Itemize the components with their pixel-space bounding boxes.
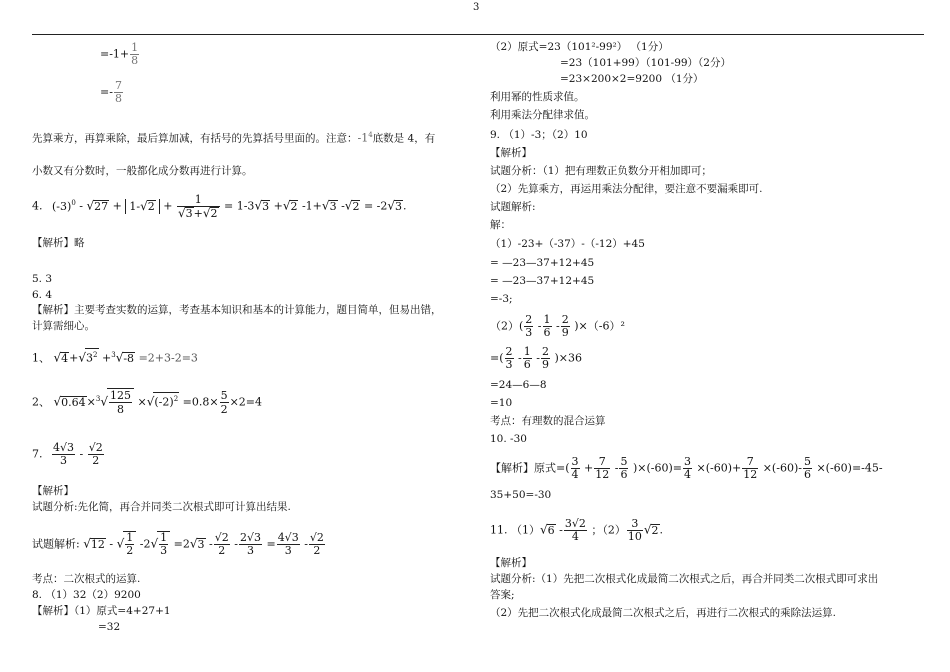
expr-text: )×（-6）² bbox=[574, 319, 625, 333]
denominator: 3 bbox=[505, 358, 513, 371]
numerator: 4√3 bbox=[53, 441, 75, 454]
expr-text: =- bbox=[100, 85, 113, 99]
analysis-9-text-2: （2）先算乘方，再运用乘法分配律，要注意不要漏乘即可. bbox=[490, 183, 763, 195]
radicand: 2 bbox=[147, 199, 155, 213]
denominator: 4 bbox=[571, 468, 579, 481]
q8-part2-line2: =23（101+99）（101-99）（2分） bbox=[560, 57, 731, 69]
analysis-11-text-3: （2）先把二次根式化成最简二次根式之后，再进行二次根式的乘除法运算. bbox=[490, 607, 837, 619]
exponent: 2 bbox=[173, 394, 179, 403]
radicand: 3 bbox=[197, 537, 205, 551]
fraction bbox=[52, 442, 75, 467]
analysis-11-text-1: 试题分析:（1）先把二次根式化成最简二次根式之后，再合并同类二次根式即可求出 bbox=[490, 573, 879, 585]
fraction bbox=[220, 389, 229, 416]
fraction bbox=[571, 456, 580, 481]
expr-text: =0.8× bbox=[182, 395, 219, 409]
fraction bbox=[803, 456, 812, 481]
denominator: 2 bbox=[313, 544, 321, 557]
numerator: 3 bbox=[683, 455, 691, 468]
fraction bbox=[159, 532, 168, 557]
answer-9: 9. （1）-3；（2）10 bbox=[490, 129, 588, 141]
analysis-8-result: =32 bbox=[98, 621, 121, 633]
expr-text: - bbox=[341, 199, 345, 213]
question-7 bbox=[32, 442, 105, 467]
fraction bbox=[543, 314, 552, 339]
expr-text: + bbox=[193, 207, 203, 220]
expr-text: 【解析】原式=( bbox=[490, 461, 570, 475]
answer-11: 11. （1）√6 - $\frac{3√2}{4}$ ；（2） $\frac{3}{10}$ √2. bbox=[490, 517, 664, 543]
expr-text: + bbox=[102, 351, 112, 365]
solution-label: 试题解析: bbox=[32, 537, 80, 551]
numerator: 5 bbox=[803, 455, 811, 468]
expr-text: - bbox=[304, 537, 308, 551]
fraction bbox=[683, 456, 692, 481]
numerator: 125 bbox=[110, 389, 131, 402]
expr-text: （2）( bbox=[490, 319, 524, 333]
expr-text: ；（2） bbox=[591, 523, 626, 537]
fraction bbox=[277, 532, 300, 557]
radicand: (-2) bbox=[154, 395, 174, 409]
expr-text: - bbox=[234, 537, 238, 551]
radicand: 2 bbox=[290, 199, 298, 213]
absolute-value: 1-√2 bbox=[125, 199, 159, 214]
analysis-9-text-1: 试题分析：（1）把有理数正负数分开相加即可； bbox=[490, 165, 712, 177]
expr-text: - bbox=[79, 199, 83, 213]
numerator: 3 bbox=[627, 518, 643, 531]
hint-power: 利用幂的性质求值。 bbox=[490, 91, 585, 103]
expr-text: )×(-60)= bbox=[632, 461, 682, 475]
denominator: 12 bbox=[743, 468, 758, 481]
step-7: =24—6—8 bbox=[490, 379, 547, 391]
radicand: 3 bbox=[395, 199, 403, 213]
key-point-9: 考点：有理数的混合运算 bbox=[490, 415, 606, 427]
numerator: 3√2 bbox=[564, 517, 586, 530]
radicand: -8 bbox=[123, 351, 135, 365]
analysis-9-heading: 【解析】 bbox=[490, 147, 532, 159]
analysis-7-text: 试题分析:先化简，再合并同类二次根式即可计算出结果. bbox=[32, 501, 291, 513]
step-line-1 bbox=[100, 42, 140, 67]
denominator: 2 bbox=[218, 544, 226, 557]
header-rule bbox=[32, 34, 924, 35]
numerator: √2 bbox=[88, 441, 103, 454]
expr-text: × bbox=[86, 395, 96, 409]
exponent: 4 bbox=[368, 131, 373, 139]
fraction bbox=[561, 314, 570, 339]
numerator: 2 bbox=[505, 345, 513, 358]
expr-text: - bbox=[559, 523, 563, 537]
numerator: 2 bbox=[561, 313, 569, 326]
answer-5: 5. 3 bbox=[32, 273, 53, 285]
expr-text: - bbox=[614, 461, 619, 475]
radicand: 2 bbox=[210, 207, 218, 220]
expr-text: = -2 bbox=[363, 199, 388, 213]
root-index: 3 bbox=[95, 394, 101, 403]
answer-8: 8. （1）32（2）9200 bbox=[32, 589, 141, 601]
numerator: 7 bbox=[742, 456, 758, 469]
answer-10: 10. -30 bbox=[490, 433, 527, 445]
radicand: 12 bbox=[90, 537, 105, 551]
radicand: 3 bbox=[262, 199, 270, 213]
fraction bbox=[523, 346, 532, 371]
numerator: √2 bbox=[214, 531, 229, 544]
expr-text: = 1-3 bbox=[224, 199, 255, 213]
expr-text: =-1+ bbox=[100, 47, 130, 61]
numerator: 2√3 bbox=[239, 531, 261, 544]
numerator: 3 bbox=[571, 455, 579, 468]
radicand: 3 bbox=[329, 199, 337, 213]
analysis-omitted: 【解析】略 bbox=[32, 237, 85, 249]
analysis-8: 【解析】（1）原式=4+27+1 bbox=[32, 605, 171, 617]
denominator: 6 bbox=[620, 468, 628, 481]
expr-text: 1- bbox=[129, 199, 141, 213]
fraction bbox=[239, 532, 262, 557]
expr-text: ×2=4 bbox=[229, 395, 263, 409]
denominator: 2 bbox=[220, 403, 228, 416]
page-number: 3 bbox=[473, 2, 480, 13]
radicand: 4 bbox=[61, 351, 69, 365]
fraction bbox=[109, 389, 132, 416]
step-4: =-3; bbox=[490, 293, 513, 305]
expr-text: 11. （1） bbox=[490, 523, 540, 537]
numerator: 1 bbox=[523, 345, 531, 358]
fraction bbox=[114, 80, 123, 105]
expr-text: - bbox=[536, 351, 540, 365]
fraction bbox=[541, 346, 550, 371]
example-1: 1、 $√4+√3^2 +^3√-8 =2+3-2=3$ bbox=[32, 348, 198, 366]
step-1: （1）-23+（-37）-（-12）+45 bbox=[490, 238, 645, 250]
expr-text: + bbox=[69, 351, 79, 365]
analysis-10-cont: 35+50=-30 bbox=[490, 489, 552, 501]
radicand: 6 bbox=[547, 523, 555, 537]
step-line-2 bbox=[100, 80, 124, 105]
step-8: =10 bbox=[490, 397, 513, 409]
expr-text: - bbox=[209, 537, 213, 551]
numerator: 1 bbox=[543, 313, 551, 326]
expr-text: -1+ bbox=[301, 199, 322, 213]
expr-text: =2 bbox=[173, 537, 190, 551]
expr-text: )×36 bbox=[554, 351, 582, 365]
step-3: = —23—37+12+45 bbox=[490, 275, 595, 287]
expr-text: - bbox=[109, 537, 114, 551]
expr-text: - bbox=[518, 351, 522, 365]
expr-text: - bbox=[537, 319, 542, 333]
denominator: 6 bbox=[803, 468, 811, 481]
expr-text: + bbox=[112, 199, 122, 213]
radicand: 27 bbox=[94, 199, 109, 213]
denominator: √3+√2 bbox=[177, 206, 218, 220]
denominator: 2 bbox=[126, 544, 134, 557]
numerator: 2 bbox=[525, 313, 533, 326]
neg-one: -1 bbox=[357, 131, 369, 145]
expr-text: -2 bbox=[139, 537, 151, 551]
fraction bbox=[88, 442, 104, 467]
denominator: 9 bbox=[541, 358, 549, 371]
numerator: 1 bbox=[131, 41, 139, 54]
numerator: 5 bbox=[620, 455, 628, 468]
fraction bbox=[524, 314, 533, 339]
hint-distributive: 利用乘法分配律求值。 bbox=[490, 109, 595, 121]
expr-text: =( bbox=[490, 351, 504, 365]
expr-text: × bbox=[137, 395, 147, 409]
q8-part2-line3: =23×200×2=9200 （1分） bbox=[560, 73, 704, 85]
exponent: 2 bbox=[93, 351, 98, 359]
expr-text: (-3) bbox=[52, 199, 72, 213]
denominator: 4 bbox=[683, 468, 691, 481]
denominator: 3 bbox=[160, 544, 168, 557]
denominator: 3 bbox=[525, 326, 533, 339]
numerator: 1 bbox=[126, 531, 134, 544]
numerator: 5 bbox=[220, 389, 228, 402]
numerator: 1 bbox=[177, 193, 220, 207]
denominator: 8 bbox=[114, 92, 122, 105]
fraction bbox=[309, 532, 325, 557]
denominator: 8 bbox=[117, 403, 124, 416]
expr-text: ×(-60)=-45- bbox=[816, 461, 883, 475]
question-4: 4. $(-3)^0 - √27 + 1-√2$ + $\frac{1}{√3+√2}$ = 1-3√3 +√2 -1+√3 -√2 = -2√3. bbox=[32, 193, 407, 220]
numerator: 4√3 bbox=[277, 531, 299, 544]
note-paragraph bbox=[32, 128, 435, 146]
analysis-11-heading: 【解析】 bbox=[490, 557, 532, 569]
note-paragraph-2: 小数又有分数时，一般都化成分数再进行计算。 bbox=[32, 165, 253, 177]
expr-text: . bbox=[403, 199, 407, 213]
analysis-10 bbox=[490, 456, 883, 481]
question-label: 4. bbox=[32, 199, 43, 213]
denominator: 6 bbox=[543, 326, 551, 339]
denominator: 4 bbox=[571, 530, 579, 543]
step-6 bbox=[490, 346, 582, 371]
expr-text: + bbox=[163, 199, 173, 213]
step-5 bbox=[490, 314, 625, 339]
solution-jie: 解： bbox=[490, 219, 511, 231]
fraction bbox=[130, 42, 139, 67]
expr-text: ×(-60)- bbox=[762, 461, 802, 475]
solution-9-label: 试题解析: bbox=[490, 201, 536, 213]
denominator: 3 bbox=[284, 544, 292, 557]
answer-6: 6. 4 bbox=[32, 289, 53, 301]
fraction bbox=[564, 518, 587, 543]
numerator: 7 bbox=[594, 456, 610, 469]
analysis-6-line1: 【解析】主要考查实数的运算，考查基本知识和基本的计算能力，题目简单，但易出错， bbox=[32, 304, 442, 316]
radicand: 3 bbox=[86, 351, 94, 365]
note-text: 底数是 4，有 bbox=[372, 132, 436, 145]
radicand: 0.64 bbox=[61, 395, 86, 409]
denominator: 12 bbox=[595, 468, 610, 481]
fraction bbox=[627, 518, 643, 543]
key-point-7: 考点：二次根式的运算. bbox=[32, 573, 141, 585]
fraction bbox=[125, 532, 134, 557]
denominator: 2 bbox=[92, 454, 100, 467]
radicand: 3 bbox=[185, 207, 193, 220]
numerator: 2 bbox=[541, 345, 549, 358]
expr-text: - bbox=[79, 447, 84, 461]
expr-text: - bbox=[556, 319, 560, 333]
fraction bbox=[177, 193, 220, 220]
fraction bbox=[214, 532, 230, 557]
example-label: 1、 bbox=[32, 351, 50, 365]
note-text: 先算乘方，再算乘除，最后算加减，有括号的先算括号里面的。注意： bbox=[32, 132, 358, 145]
root-index: 3 bbox=[111, 351, 116, 359]
expr-text: . bbox=[659, 523, 664, 537]
denominator: 10 bbox=[627, 530, 642, 543]
radicand: 2 bbox=[352, 199, 360, 213]
denominator: 3 bbox=[246, 544, 254, 557]
denominator: 6 bbox=[523, 358, 531, 371]
expr-text: =2+3-2=3 bbox=[138, 351, 198, 365]
radicand: 2 bbox=[651, 523, 659, 537]
analysis-11-text-2: 答案; bbox=[490, 589, 515, 601]
solution-7: 试题解析: √12 - √ $\frac{1}{2}$ -2√ $\frac{1}{3}$ =2√3 - $\frac{√2}{2}$ - $\frac{2√3}{3}$ = $\frac{4√3}{3}$ - $\frac{√2}{2}$ bbox=[32, 531, 324, 557]
fraction bbox=[742, 456, 758, 481]
denominator: 9 bbox=[561, 326, 569, 339]
denominator: 8 bbox=[131, 54, 139, 67]
numerator: 7 bbox=[114, 79, 122, 92]
expr-text: + bbox=[584, 461, 594, 475]
numerator: 1 bbox=[160, 531, 168, 544]
question-label: 7. bbox=[32, 447, 43, 461]
example-label: 2、 bbox=[32, 395, 50, 409]
analysis-7-heading: 【解析】 bbox=[32, 485, 74, 497]
fraction bbox=[619, 456, 628, 481]
q8-part2-line1: （2）原式=23（101²-99²） （1分） bbox=[490, 41, 669, 53]
expr-text: + bbox=[273, 199, 283, 213]
example-2: 2、 √0.64×$^3$√ $\frac{125}{8}$ $\times√(-2)^2 =0.8\times$ $\frac{5}{2}$ ×2=4 bbox=[32, 389, 263, 416]
fraction bbox=[505, 346, 514, 371]
step-2: = —23—37+12+45 bbox=[490, 257, 595, 269]
numerator: √2 bbox=[309, 531, 324, 544]
analysis-6-line2: 计算需细心。 bbox=[32, 320, 95, 332]
denominator: 3 bbox=[60, 454, 67, 467]
exponent: 0 bbox=[71, 198, 76, 207]
expr-text: = bbox=[266, 537, 276, 551]
expr-text: ×(-60)+ bbox=[696, 461, 742, 475]
fraction bbox=[594, 456, 610, 481]
